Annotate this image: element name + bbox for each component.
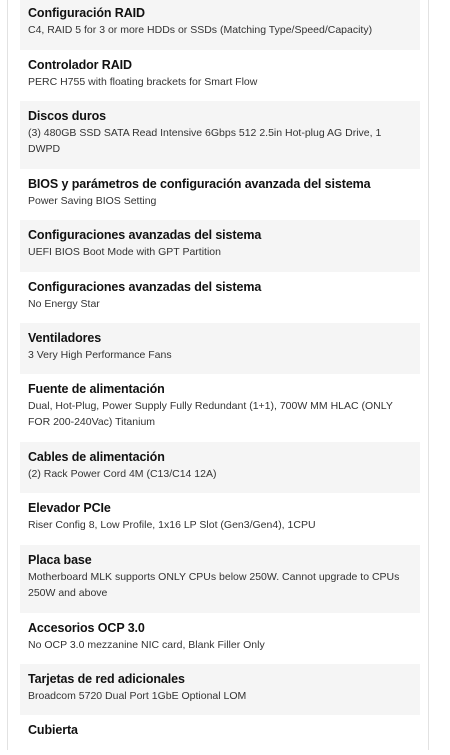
spec-row [20,613,420,664]
spec-row [20,169,420,220]
spec-value: C4, RAID 5 for 3 or more HDDs or SSDs (Matching Type/Speed/Capacity) [28,24,373,36]
spec-title: Cubierta [28,723,78,737]
spec-row [20,323,420,374]
spec-row [20,715,420,755]
spec-row [20,272,420,323]
spec-value: No OCP 3.0 mezzanine NIC card, Blank Filler Only [28,639,265,651]
spec-row [20,101,420,169]
spec-row [20,50,420,101]
spec-row [20,545,420,613]
spec-title: Tarjetas de red adicionales [28,672,185,686]
spec-title: Accesorios OCP 3.0 [28,621,145,635]
spec-title: Configuraciones avanzadas del sistema [28,228,262,242]
spec-value: Power Saving BIOS Setting [28,195,157,207]
spec-title: Configuración RAID [28,6,145,20]
spec-value: PERC H755 with floating brackets for Smart Flow [28,76,258,88]
spec-value: No Energy Star [28,298,100,310]
spec-title: Configuraciones avanzadas del sistema [28,280,262,294]
spec-title: BIOS y parámetros de configuración avanzada del sistema [28,177,371,191]
spec-title: Discos duros [28,109,106,123]
spec-value: UEFI BIOS Boot Mode with GPT Partition [28,246,221,258]
spec-title: Ventiladores [28,331,102,345]
spec-row [20,220,420,272]
spec-value: Dual, Hot-Plug, Power Supply Fully Redundant (1+1), 700W MM HLAC (ONLY FOR 200-240Vac) Titanium [28,400,393,428]
spec-list [20,0,420,755]
spec-title: Cables de alimentación [28,450,165,464]
spec-row [20,374,420,442]
spec-value: 3 Very High Performance Fans [28,349,172,361]
spec-title: Controlador RAID [28,58,132,72]
spec-title: Placa base [28,553,92,567]
spec-title: Fuente de alimentación [28,382,165,396]
spec-value: Broadcom 5720 Dual Port 1GbE Optional LOM [28,690,247,702]
spec-value: (2) Rack Power Cord 4M (C13/C14 12A) [28,468,217,480]
spec-value: Motherboard MLK supports ONLY CPUs below 250W. Cannot upgrade to CPUs 250W and above [28,571,400,599]
spec-row [20,493,420,545]
spec-row [20,664,420,715]
spec-row [20,442,420,493]
spec-row [20,0,420,50]
spec-value: (3) 480GB SSD SATA Read Intensive 6Gbps 512 2.5in Hot-plug AG Drive, 1 DWPD [28,127,382,155]
spec-title: Elevador PCIe [28,501,111,515]
spec-value: Riser Config 8, Low Profile, 1x16 LP Slot (Gen3/Gen4), 1CPU [28,519,316,531]
